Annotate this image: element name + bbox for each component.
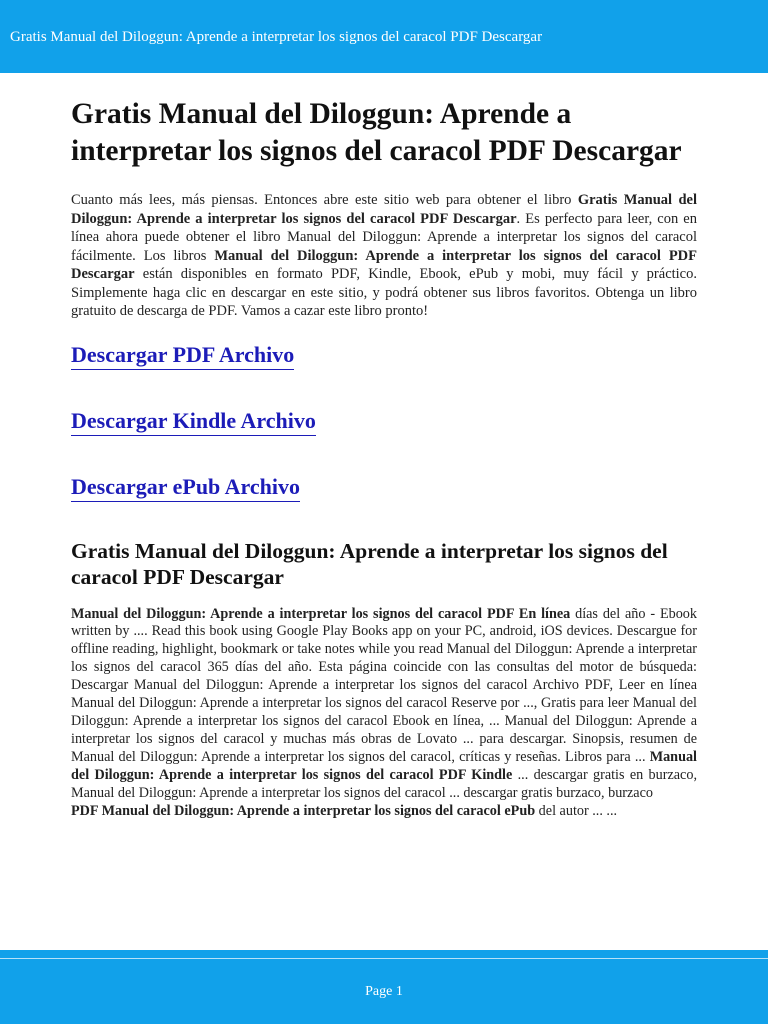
body-bold-1: Manual del Diloggun: Aprende a interpretar los signos del caracol PDF En línea <box>71 605 571 622</box>
download-epub-link[interactable]: Descargar ePub Archivo <box>71 474 300 502</box>
header-title: Gratis Manual del Diloggun: Aprende a interpretar los signos del caracol PDF Descargar <box>10 29 543 45</box>
main-content <box>71 96 697 821</box>
body-bold-2: Manual del Diloggun: Aprende a interpretar los signos del caracol PDF Kindle <box>71 748 697 783</box>
intro-bold-1: Gratis Manual del Diloggun: Aprende a interpretar los signos del caracol PDF Descargar <box>71 192 697 227</box>
intro-bold-2: Manual del Diloggun: Aprende a interpretar los signos del caracol PDF Descargar <box>71 247 698 282</box>
body-paragraph-2 <box>71 803 697 821</box>
body-bold-3: PDF Manual del Diloggun: Aprende a interpretar los signos del caracol ePub <box>71 803 536 820</box>
body-text-2: ... descargar gratis en burzaco, Manual del Diloggun: Aprende a interpretar los signos del caracol ... descargar gratis burzaco, burzaco <box>71 766 697 801</box>
intro-text-1: Cuanto más lees, más piensas. Entonces abre este sitio web para obtener el libro <box>71 192 578 208</box>
body-text-1: días del año - Ebook written by .... Read this book using Google Play Books app on your PC, android, iOS devices. Descargue for offline reading, highlight, bookmark or take notes while you read Manual del Diloggun: Aprende a interpretar los signos del caracol 365 días del año. Esta página coincide con las consultas del motor de búsqueda: Descargar Manual del Diloggun: Aprende a interpretar los signos del caracol Archivo PDF, Leer en línea Manual del Diloggun: Aprende a interpretar los signos del caracol Reserve por ..., Gratis para leer Manual del Diloggun: Aprende a interpretar los signos del caracol Ebook en línea, ... Manual del Diloggun: Aprende a interpretar los signos del caracol y muchas más obras de Lovato ... para descargar. Sinopsis, resumen de Manual del Diloggun: Aprende a interpretar los signos del caracol, críticas y reseñas. Libros para ... <box>71 605 697 765</box>
intro-text-2: . Es perfecto para leer, con en línea ahora puede obtener el libro Manual del Diloggun: Aprende a interpretar los signos del caracol fácilmente. Los libros <box>71 210 697 264</box>
download-links <box>71 340 697 505</box>
footer-divider <box>0 958 768 959</box>
page-title: Gratis Manual del Diloggun: Aprende a interpretar los signos del caracol PDF Descargar <box>71 98 682 167</box>
intro-text-3: están disponibles en formato PDF, Kindle, Ebook, ePub y mobi, muy fácil y práctico. Simplemente haga clic en descargar en este sitio, y podrá obtener sus libros favoritos. Obtenga un libro gratuito de descarga de PDF. Vamos a cazar este libro pronto! <box>71 266 697 319</box>
footer-bar <box>0 950 768 1024</box>
download-pdf-link[interactable]: Descargar PDF Archivo <box>71 342 294 370</box>
intro-paragraph <box>71 191 697 321</box>
body-text-3: del autor ... ... <box>535 803 618 820</box>
section-title: Gratis Manual del Diloggun: Aprende a interpretar los signos del caracol PDF Descargar <box>71 538 668 589</box>
body-paragraph <box>71 606 697 803</box>
page-number: Page 1 <box>365 984 403 999</box>
download-kindle-link[interactable]: Descargar Kindle Archivo <box>71 408 316 436</box>
top-header-bar <box>0 0 768 73</box>
